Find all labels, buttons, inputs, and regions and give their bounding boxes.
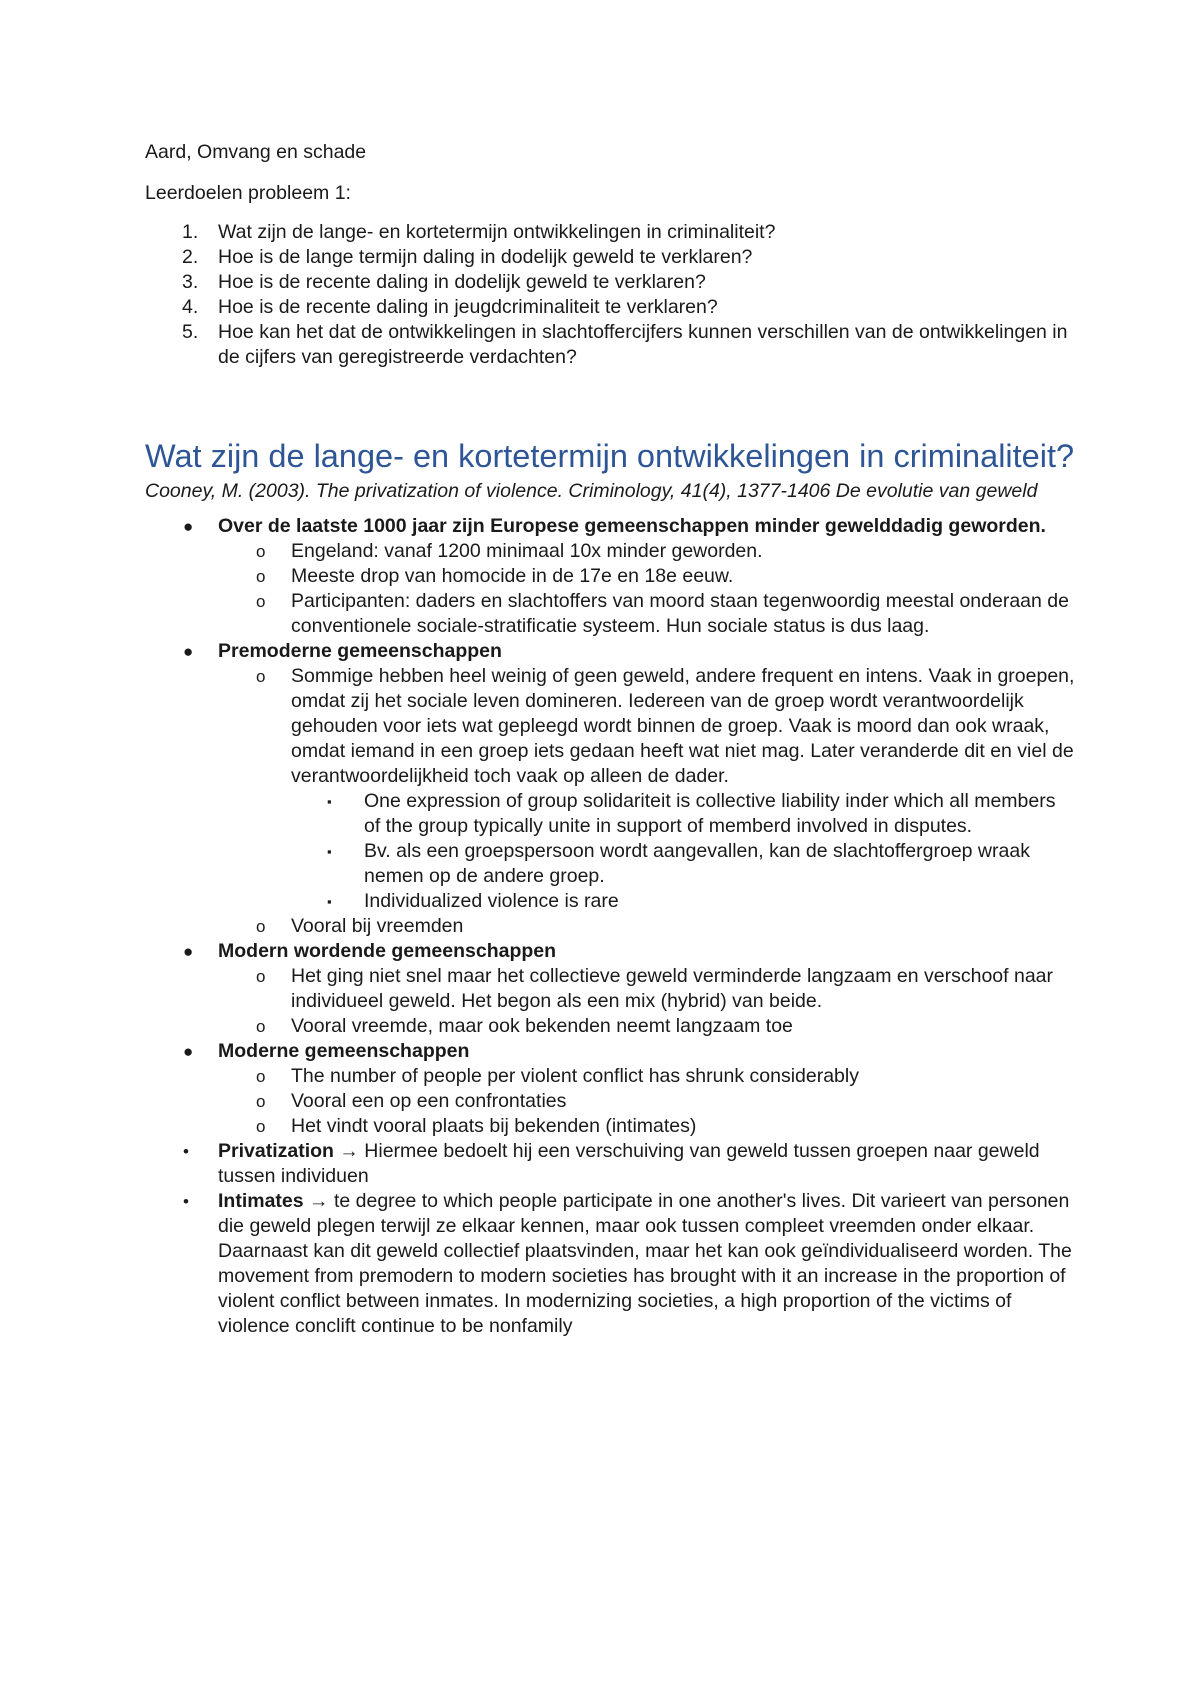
bullet-square-icon: ▪ — [327, 844, 332, 859]
sub-bullet-item: o The number of people per violent conflict has shrunk considerably — [256, 1065, 859, 1087]
goal-item: 1. Wat zijn de lange- en kortetermijn ontwikkelingen in criminaliteit? — [182, 221, 776, 243]
bullet-item: • Privatization → Hiermee bedoelt hij een verschuiving van geweld tussen groepen naar geweld tussen individuen — [183, 1140, 1040, 1187]
bullet-circle-icon: o — [256, 1017, 266, 1036]
sub-bullet-item: o Het vindt vooral plaats bij bekenden (intimates) — [256, 1115, 697, 1137]
document-title: Aard, Omvang en schade — [145, 141, 367, 163]
bullet-circle-icon: o — [256, 917, 266, 936]
bullet-small-disc-icon: • — [183, 1142, 189, 1161]
sub-bullet-item: o Het ging niet snel maar het collectieve geweld verminderde langzaam en verschoof naar individueel geweld. Het begon als een mix (hybrid) van beide. — [256, 965, 1054, 1012]
sub-bullet-item: o Vooral bij vreemden — [256, 915, 464, 937]
sub-bullet-item: o Meeste drop van homocide in de 17e en 18e eeuw. — [256, 565, 734, 587]
document-page — [145, 140, 1075, 1339]
sub-bullet-item: o Vooral een op een confrontaties — [256, 1090, 567, 1112]
bullet-small-disc-icon: • — [183, 1192, 189, 1211]
bullet-disc-icon: ● — [183, 1042, 194, 1061]
bullet-circle-icon: o — [256, 1117, 266, 1136]
bullet-square-icon: ▪ — [327, 894, 332, 909]
bullet-item: ● Modern wordende gemeenschappen o Het ging niet snel maar het collectieve geweld verminderde langzaam en verschoof naar individueel geweld. Het begon als een mix (hybrid) van beide. o Vooral vreemde, maar ook bekenden neemt langzaam toe — [145, 939, 1075, 1039]
arrow-right-icon: → — [309, 1190, 329, 1212]
bullet-square-icon: ▪ — [327, 794, 332, 809]
sub-sub-bullet-item: ▪ Individualized violence is rare — [327, 890, 619, 912]
bullet-circle-icon: o — [256, 542, 266, 561]
section-heading: Wat zijn de lange- en kortetermijn ontwikkelingen in criminaliteit? — [145, 438, 1075, 474]
goal-item: 4. Hoe is de recente daling in jeugdcriminaliteit te verklaren? — [182, 296, 718, 318]
bullet-circle-icon: o — [256, 667, 266, 686]
goal-item: 2. Hoe is de lange termijn daling in dodelijk geweld te verklaren? — [182, 246, 753, 268]
bullet-circle-icon: o — [256, 567, 266, 586]
sub-bullet-item: o Participanten: daders en slachtoffers van moord staan tegenwoordig meestal onderaan de conventionele sociale-stratificatie systeem. Hun sociale status is dus laag. — [256, 590, 1069, 637]
arrow-right-icon: → — [339, 1140, 359, 1162]
sub-sub-bullet-item: ▪ One expression of group solidariteit is collective liability inder which all members of the group typically unite in support of memberd involved in disputes. — [327, 790, 1056, 837]
sub-sub-bullet-item: ▪ Bv. als een groepspersoon wordt aangevallen, kan de slachtoffergroep wraak nemen op de andere groep. — [327, 840, 1030, 887]
bullet-disc-icon: ● — [183, 517, 194, 536]
bullet-item: • Intimates → te degree to which people participate in one another's lives. Dit varieert van personen die geweld plegen terwijl ze elkaar kennen, maar ook tussen compleet vreemden onder elkaar. Daarnaast kan dit geweld collectief plaatsvinden, maar het kan ook geïndividualiseerd worden. The movement from premodern to modern societies has brought with it an increase in the proportion of violent conflict between inmates. In modernizing societies, a high proportion of the victims of violence conclift continue to be nonfamily — [183, 1190, 1072, 1337]
goal-item: 3. Hoe is de recente daling in dodelijk geweld te verklaren? — [182, 271, 706, 293]
sub-bullet-item: o Engeland: vanaf 1200 minimaal 10x minder geworden. — [256, 540, 763, 562]
goals-label: Leerdoelen probleem 1: — [145, 182, 351, 204]
bullet-circle-icon: o — [256, 1067, 266, 1086]
bullet-item: ● Premoderne gemeenschappen o Sommige hebben heel weinig of geen geweld, andere frequent en intens. Vaak in groepen, omdat zij het sociale leven domineren. Iedereen van de groep wordt verantwoordelijk gehouden voor iets wat gepleegd wordt binnen de groep. Vaak is moord dan ook wraak, omdat iemand in een groep iets gedaan heeft wat niet mag. Later veranderde dit en viel de verantwoordelijkheid toch vaak op alleen de dader. ▪ One expression of group solidariteit is collective liability inder which all members of the group typically unite in support of memberd involved in disputes. ▪ Bv. als een groepspersoon wordt aangevallen, kan de slachtoffergroep wraak nemen op de andere groep. ▪ Individualized violence is rare o Vooral bij vreemden — [145, 639, 1075, 939]
bullet-disc-icon: ● — [183, 642, 194, 661]
bullet-circle-icon: o — [256, 1092, 266, 1111]
bullet-item: ● Moderne gemeenschappen o The number of people per violent conflict has shrunk considerably o Vooral een op een confrontaties o Het vindt vooral plaats bij bekenden (intimates) — [145, 1039, 1075, 1139]
bullet-circle-icon: o — [256, 592, 266, 611]
notes-list — [145, 514, 1075, 1339]
sub-bullet-item: o Sommige hebben heel weinig of geen geweld, andere frequent en intens. Vaak in groepen, omdat zij het sociale leven domineren. Iedereen van de groep wordt verantwoordelijk gehouden voor iets wat gepleegd wordt binnen de groep. Vaak is moord dan ook wraak, omdat iemand in een groep iets gedaan heeft wat niet mag. Later veranderde dit en viel de verantwoordelijkheid toch vaak op alleen de dader. ▪ One expression of group solidariteit is collective liability inder which all members of the group typically unite in support of memberd involved in disputes. ▪ Bv. als een groepspersoon wordt aangevallen, kan de slachtoffergroep wraak nemen op de andere groep. ▪ Individualized violence is rare — [145, 664, 1075, 914]
bullet-disc-icon: ● — [183, 942, 194, 961]
bullet-item: ● Over de laatste 1000 jaar zijn Europese gemeenschappen minder gewelddadig geworden. o Engeland: vanaf 1200 minimaal 10x minder geworden. o Meeste drop van homocide in de 17e en 18e eeuw. o Participanten: daders en slachtoffers van moord staan tegenwoordig meestal onderaan de conventionele sociale-stratificatie systeem. Hun sociale status is dus laag. — [145, 514, 1075, 639]
goal-item: 5. Hoe kan het dat de ontwikkelingen in slachtoffercijfers kunnen verschillen van de ontwikkelingen in de cijfers van geregistreerde verdachten? — [182, 321, 1068, 368]
sub-bullet-item: o Vooral vreemde, maar ook bekenden neemt langzaam toe — [256, 1015, 793, 1037]
bullet-circle-icon: o — [256, 967, 266, 986]
learning-goals-list — [145, 220, 1075, 370]
citation: Cooney, M. (2003). The privatization of violence. Criminology, 41(4), 1377-1406 De evolutie van geweld — [145, 480, 1038, 502]
